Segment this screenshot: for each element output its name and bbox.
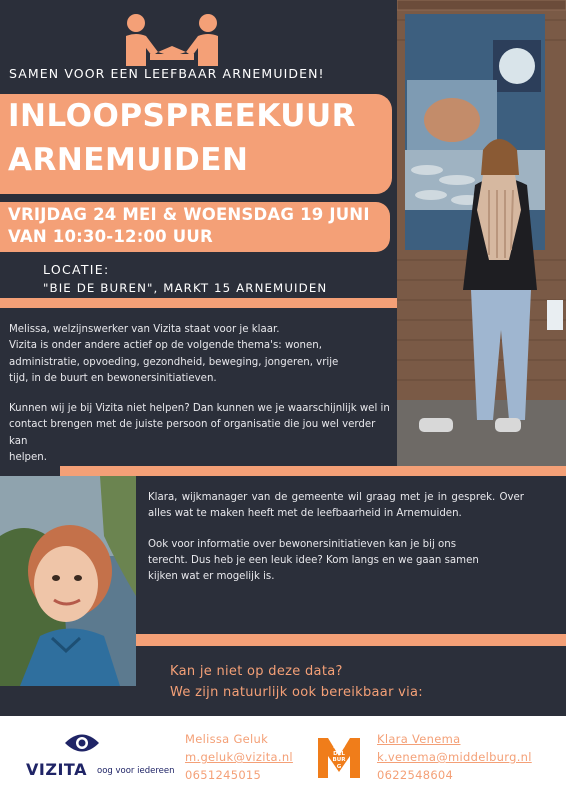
cta-line-2: We zijn natuurlijk ook bereikbaar via: (170, 685, 423, 700)
section1-line-7: helpen. (9, 452, 47, 464)
contact-melissa (185, 730, 293, 784)
divider-bar-3 (136, 634, 566, 646)
contact-melissa-email[interactable]: m.geluk@vizita.nl (185, 750, 293, 764)
contact-klara-email[interactable]: k.venema@middelburg.nl (377, 750, 532, 764)
divider-bar-2 (60, 466, 566, 476)
section1-line-1: Melissa, welzijnswerker van Vizita staat voor je klaar. (9, 324, 280, 335)
contact-melissa-name: Melissa Geluk (185, 732, 269, 746)
middelburg-logo-letters: MIDDELBURG (332, 744, 346, 770)
middelburg-logo (318, 738, 360, 778)
page-title-line-1: INLOOPSPREEKUUR (8, 98, 357, 134)
section1-line-4: tijd, in de buurt en bewonersinitiatieven. (9, 372, 217, 384)
title-banner (0, 94, 392, 194)
contact-klara-name: Klara Venema (377, 732, 461, 746)
date-line-1: VRIJDAG 24 MEI & WOENSDAG 19 JUNI (8, 205, 370, 224)
section-klara-text (148, 490, 524, 585)
date-line-2: VAN 10:30-12:00 UUR (8, 227, 213, 246)
cta-line-1: Kan je niet op deze data? (170, 664, 343, 679)
melissa-photo (397, 0, 566, 467)
section1-line-3: administratie, opvoeding, gezondheid, beweging, jongeren, vrije (9, 356, 339, 368)
meeting-icon (124, 12, 220, 66)
contact-klara (377, 730, 532, 784)
footer (0, 716, 566, 800)
vizita-eye-icon (64, 732, 100, 758)
section2-para-2-line-1: Ook voor informatie over bewonersinitiatieven kan je bij ons (148, 538, 457, 550)
location-label: LOCATIE: (43, 262, 110, 277)
vizita-slogan: oog voor iedereen (97, 766, 175, 776)
date-banner (0, 202, 390, 252)
section1-line-2: Vizita is onder andere actief op de volgende thema's: wonen, (9, 340, 322, 352)
section2-para-2-line-2: terecht. Dus heb je een leuk idee? Kom langs en we gaan samen (148, 554, 479, 566)
vizita-logo-text: VIZITA (26, 760, 87, 779)
section2-para-1: Klara, wijkmanager van de gemeente wil graag met je in gesprek. Over alles wat te maken heeft met de leefbaarheid in Arnemuiden. (148, 492, 524, 520)
divider-bar-1 (0, 298, 440, 308)
contact-klara-phone: 0622548604 (377, 768, 454, 782)
klara-photo (0, 476, 136, 686)
location-address: "BIE DE BUREN", MARKT 15 ARNEMUIDEN (43, 281, 328, 295)
section2-para-2-line-3: kijken wat er mogelijk is. (148, 571, 275, 583)
section-melissa-text (9, 322, 393, 466)
tagline: SAMEN VOOR EEN LEEFBAAR ARNEMUIDEN! (9, 66, 325, 81)
contact-melissa-phone: 0651245015 (185, 768, 262, 782)
page-title-line-2: ARNEMUIDEN (8, 142, 249, 178)
section1-line-5: Kunnen wij je bij Vizita niet helpen? Dan kunnen we je waarschijnlijk wel in (9, 403, 390, 415)
section1-line-6: contact brengen met de juiste persoon of organisatie die jou wel verder kan (9, 419, 376, 447)
